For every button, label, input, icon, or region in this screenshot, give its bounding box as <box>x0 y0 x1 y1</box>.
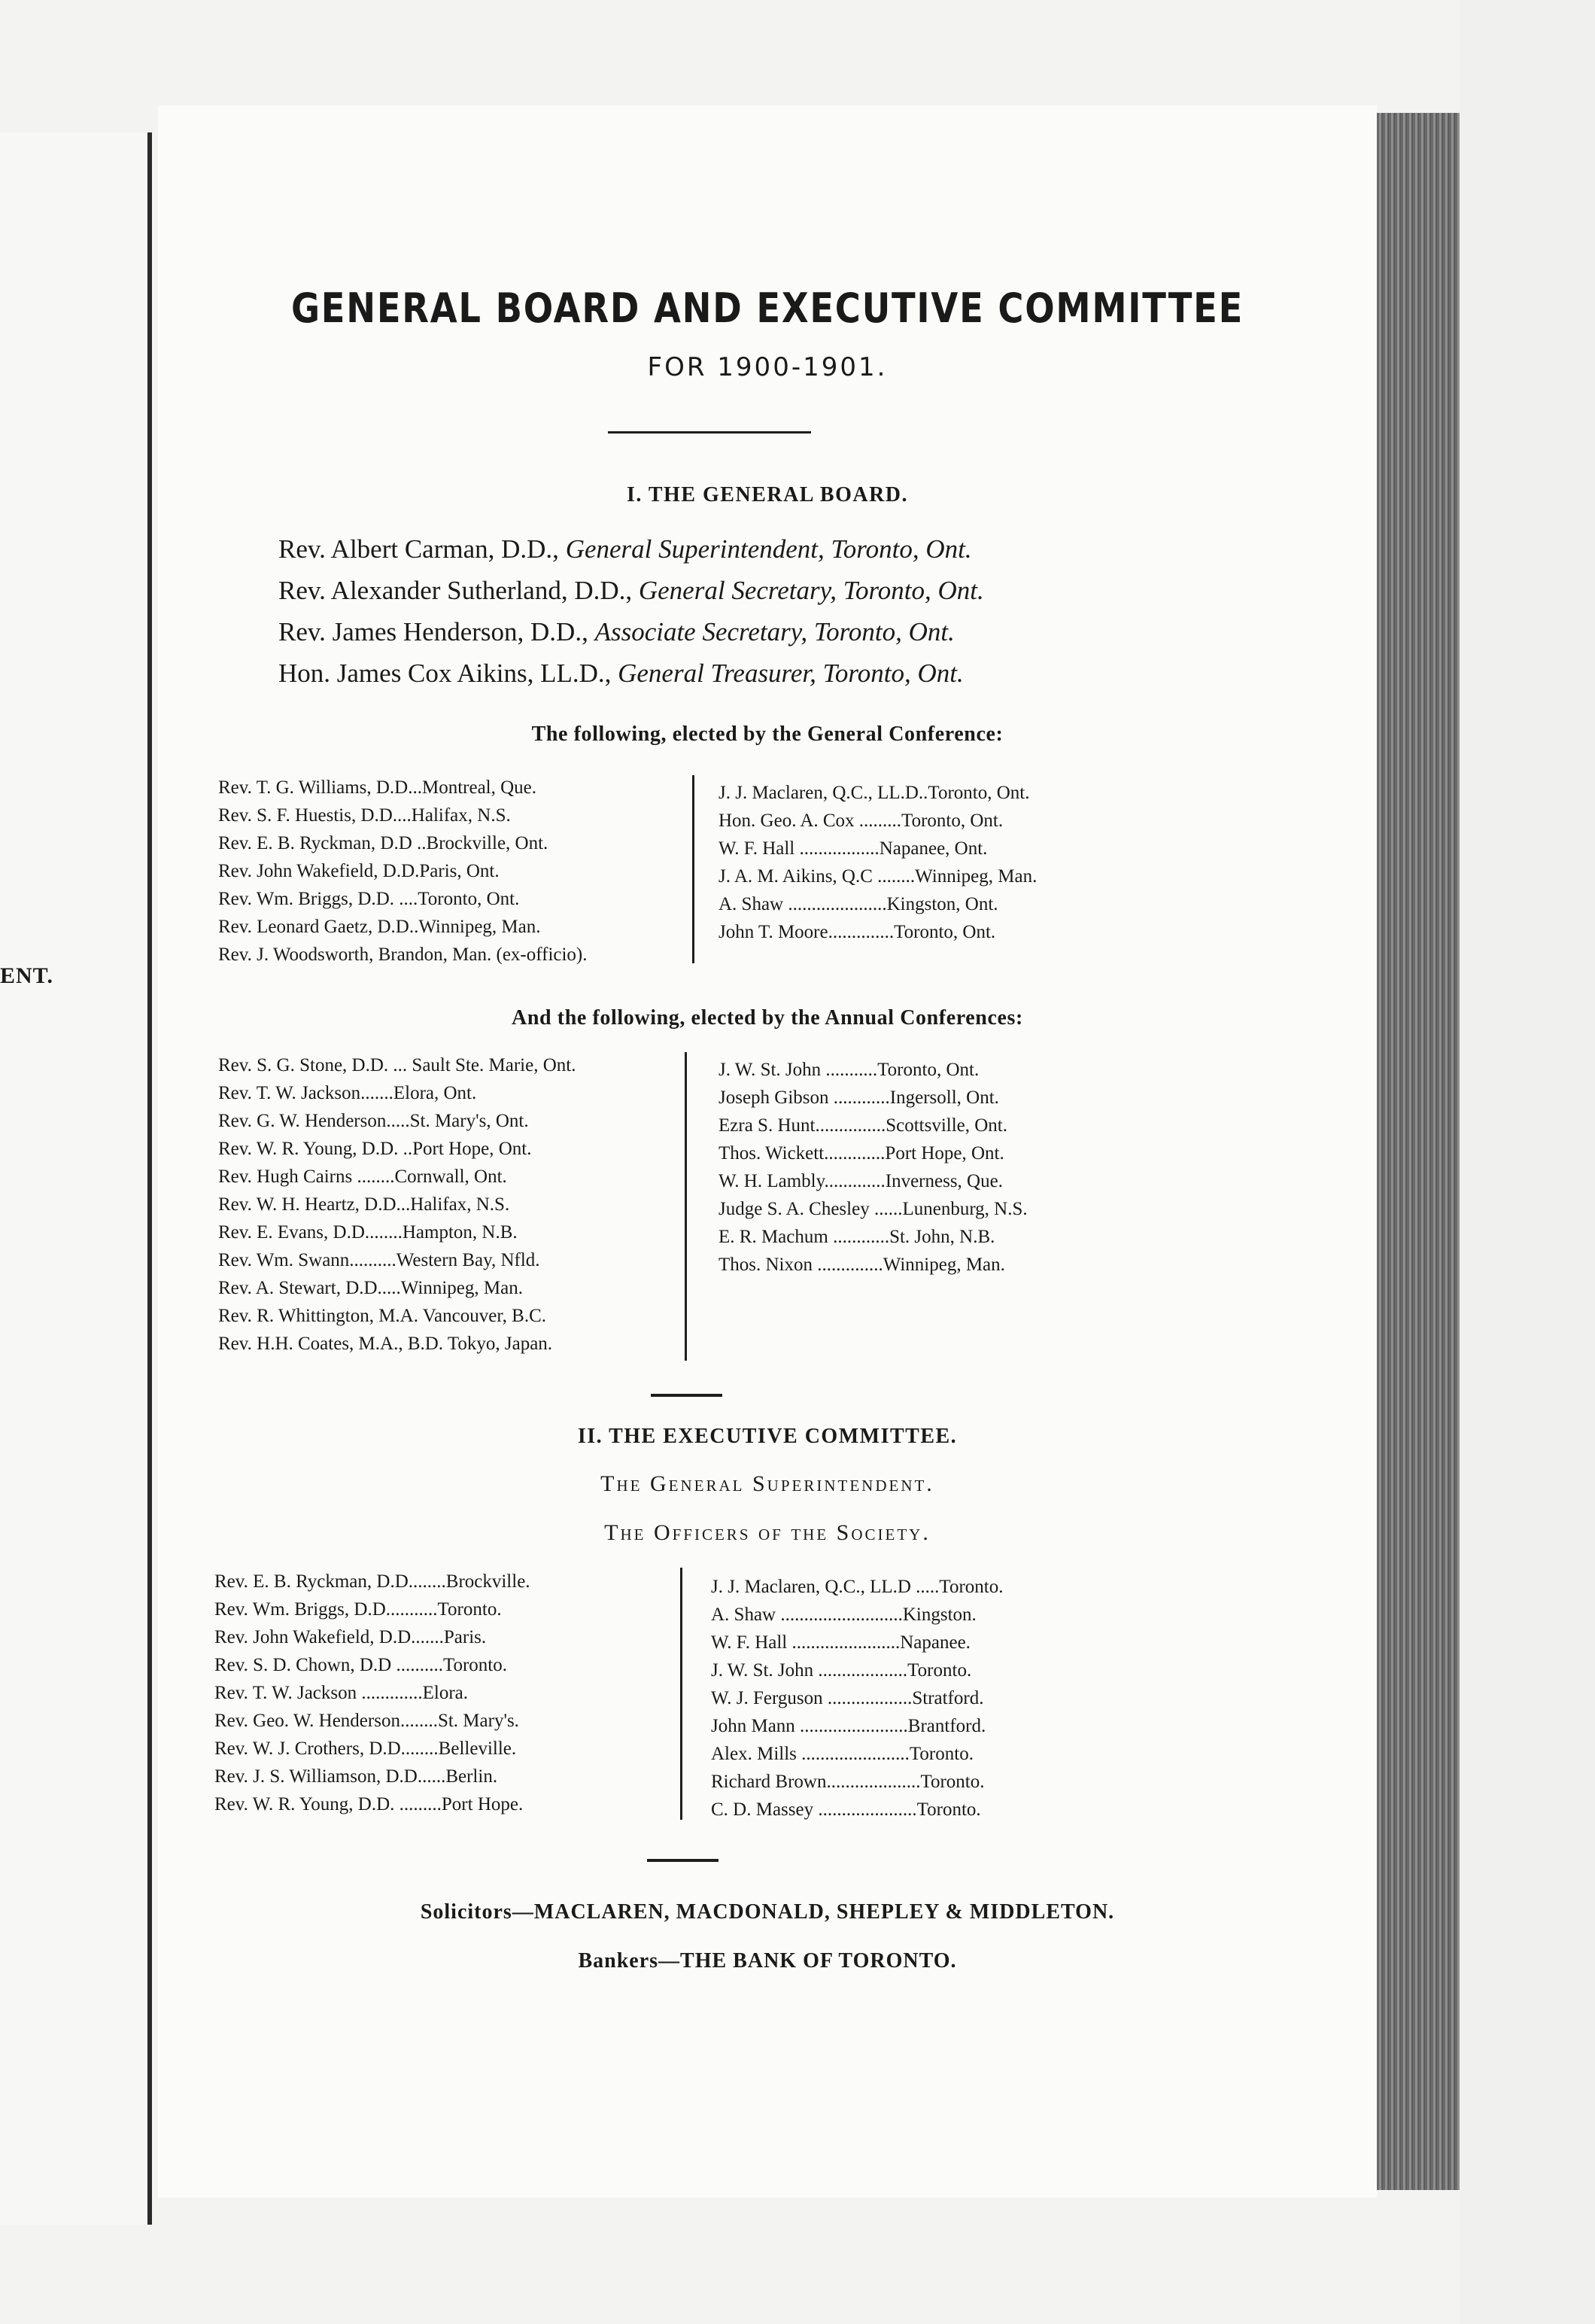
page-subtitle: FOR 1900-1901. <box>647 352 888 382</box>
page-title: GENERAL BOARD AND EXECUTIVE COMMITTEE <box>290 284 1244 332</box>
list-item: A. Shaw ..........................Kingston. <box>711 1605 977 1625</box>
list-item: E. R. Machum ............St. John, N.B. <box>719 1227 995 1247</box>
list-item: J. A. M. Aikins, Q.C ........Winnipeg, Man. <box>719 866 1038 887</box>
list-item: Rev. T. W. Jackson.......Elora, Ont. <box>218 1083 477 1103</box>
list-item: Thos. Wickett.............Port Hope, Ont. <box>719 1143 1004 1164</box>
executive-committee-heading: II. THE EXECUTIVE COMMITTEE. <box>577 1425 958 1448</box>
executive-right-list <box>711 1573 1003 1824</box>
annual-conference-right-list <box>719 1056 1028 1279</box>
list-item: Rev. S. G. Stone, D.D. ... Sault Ste. Marie, Ont. <box>218 1055 576 1075</box>
list-item: Thos. Nixon ..............Winnipeg, Man. <box>719 1255 1005 1275</box>
list-item: Rev. Geo. W. Henderson........St. Mary's. <box>214 1711 519 1731</box>
list-item: Rev. W. J. Crothers, D.D........Belleville. <box>214 1738 517 1759</box>
list-item: Rev. W. H. Heartz, D.D...Halifax, N.S. <box>218 1194 510 1215</box>
list-item: Judge S. A. Chesley ......Lunenburg, N.S. <box>719 1199 1028 1219</box>
list-item: Rev. E. Evans, D.D........Hampton, N.B. <box>218 1222 518 1243</box>
left-page <box>0 132 152 2225</box>
list-item: Rev. J. Woodsworth, Brandon, Man. (ex-officio). <box>218 945 588 965</box>
list-item: Rev. J. S. Williamson, D.D......Berlin. <box>214 1766 498 1787</box>
executive-line-officers: The Officers of the Society. <box>604 1520 931 1545</box>
list-item: Rev. S. F. Huestis, D.D....Halifax, N.S. <box>218 805 511 826</box>
general-conference-left-list <box>218 774 588 969</box>
list-item: W. H. Lambly.............Inverness, Que. <box>719 1171 1003 1191</box>
officer-line: Hon. James Cox Aikins, LL.D., General Treasurer, Toronto, Ont. <box>278 659 964 688</box>
title-divider <box>608 431 811 433</box>
list-item: Rev. A. Stewart, D.D.....Winnipeg, Man. <box>218 1278 523 1298</box>
column-divider <box>685 1052 687 1361</box>
left-page-text-fragment: ENT. <box>0 963 53 988</box>
list-item: J. J. Maclaren, Q.C., LL.D .....Toronto. <box>711 1577 1004 1597</box>
list-item: Rev. Leonard Gaetz, D.D..Winnipeg, Man. <box>218 917 541 937</box>
list-item: Rev. S. D. Chown, D.D ..........Toronto. <box>214 1655 507 1675</box>
list-item: Rev. W. R. Young, D.D. ..Port Hope, Ont. <box>218 1139 532 1159</box>
list-item: Rev. G. W. Henderson.....St. Mary's, Ont. <box>218 1111 529 1131</box>
section-divider <box>647 1859 719 1862</box>
column-divider <box>692 775 694 963</box>
general-conference-heading: The following, elected by the General Conference: <box>531 722 1004 746</box>
list-item: J. J. Maclaren, Q.C., LL.D..Toronto, Ont. <box>719 783 1030 803</box>
list-item: C. D. Massey .....................Toronto. <box>711 1799 981 1820</box>
list-item: J. W. St. John ...................Toronto. <box>711 1660 972 1681</box>
general-conference-right-list <box>719 779 1037 946</box>
solicitors-line: Solicitors—MACLAREN, MACDONALD, SHEPLEY & MIDDLETON. <box>420 1900 1115 1924</box>
list-item: Alex. Mills .......................Toronto. <box>711 1744 974 1764</box>
list-item: Rev. Hugh Cairns ........Cornwall, Ont. <box>218 1167 507 1187</box>
list-item: Rev. W. R. Young, D.D. .........Port Hope. <box>214 1794 524 1814</box>
section-divider <box>651 1394 722 1397</box>
list-item: Ezra S. Hunt...............Scottsville, Ont. <box>719 1115 1007 1136</box>
list-item: Rev. R. Whittington, M.A. Vancouver, B.C. <box>218 1306 547 1326</box>
bankers-line: Bankers—THE BANK OF TORONTO. <box>578 1949 957 1973</box>
list-item: John T. Moore..............Toronto, Ont. <box>719 922 996 942</box>
list-item: John Mann .......................Brantford. <box>711 1716 986 1736</box>
list-item: A. Shaw .....................Kingston, Ont. <box>719 894 998 914</box>
officer-line: Rev. Albert Carman, D.D., General Superintendent, Toronto, Ont. <box>278 534 972 564</box>
list-item: Rev. Wm. Briggs, D.D...........Toronto. <box>214 1599 502 1620</box>
scan-margin <box>1460 0 1595 2324</box>
officer-line: Rev. Alexander Sutherland, D.D., General Secretary, Toronto, Ont. <box>278 576 984 605</box>
list-item: W. F. Hall .......................Napanee. <box>711 1632 971 1653</box>
list-item: Joseph Gibson ............Ingersoll, Ont. <box>719 1087 999 1108</box>
column-divider <box>680 1568 682 1820</box>
list-item: Rev. Wm. Briggs, D.D. ....Toronto, Ont. <box>218 889 520 909</box>
list-item: Rev. John Wakefield, D.D.Paris, Ont. <box>218 861 500 881</box>
list-item: W. J. Ferguson ..................Stratford. <box>711 1688 984 1708</box>
list-item: Hon. Geo. A. Cox .........Toronto, Ont. <box>719 811 1004 831</box>
list-item: Richard Brown....................Toronto. <box>711 1772 985 1792</box>
general-board-heading: I. THE GENERAL BOARD. <box>626 483 909 506</box>
list-item: Rev. Wm. Swann..........Western Bay, Nfld. <box>218 1250 540 1270</box>
officer-line: Rev. James Henderson, D.D., Associate Secretary, Toronto, Ont. <box>278 617 955 646</box>
annual-conference-left-list <box>218 1051 576 1358</box>
list-item: Rev. T. G. Williams, D.D...Montreal, Que. <box>218 777 537 798</box>
list-item: Rev. E. B. Ryckman, D.D ..Brockville, Ont. <box>218 833 548 853</box>
list-item: W. F. Hall .................Napanee, Ont. <box>719 838 988 859</box>
list-item: Rev. John Wakefield, D.D.......Paris. <box>214 1627 487 1647</box>
list-item: J. W. St. John ...........Toronto, Ont. <box>719 1060 980 1080</box>
annual-conference-heading: And the following, elected by the Annual Conferences: <box>512 1006 1023 1030</box>
executive-line-superintendent: The General Superintendent. <box>600 1471 934 1496</box>
book-page-edges <box>1377 113 1460 2190</box>
list-item: Rev. E. B. Ryckman, D.D........Brockville. <box>214 1571 530 1592</box>
executive-left-list <box>214 1568 530 1818</box>
list-item: Rev. H.H. Coates, M.A., B.D. Tokyo, Japan. <box>218 1334 553 1354</box>
list-item: Rev. T. W. Jackson .............Elora. <box>214 1683 468 1703</box>
